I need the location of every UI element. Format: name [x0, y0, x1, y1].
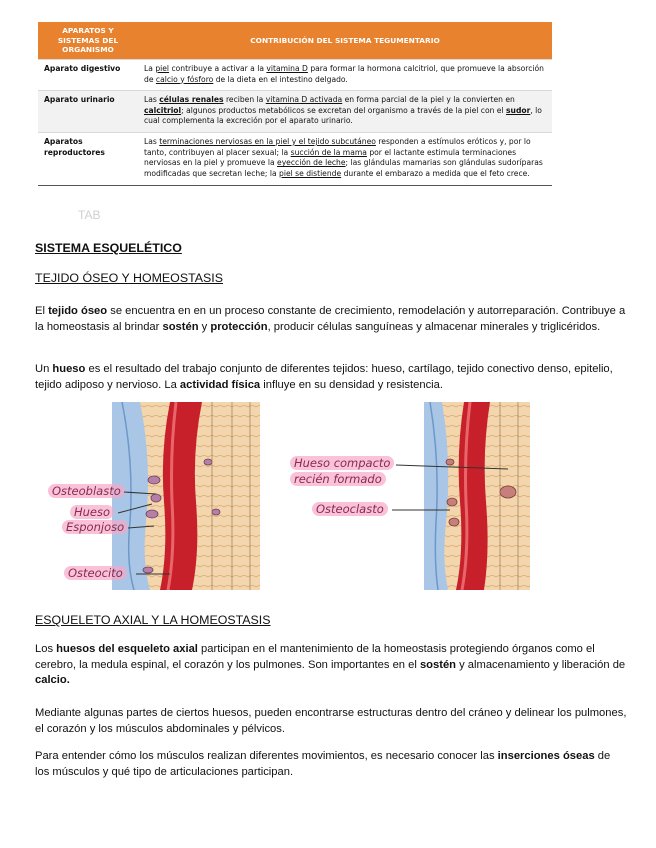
table-cell-organ: Aparatos reproductores — [38, 133, 138, 186]
subheading-axial-skeleton: ESQUELETO AXIAL Y LA HOMEOSTASIS — [35, 613, 271, 627]
label-compact-bone-2: recién formado — [290, 472, 386, 486]
label-spongy-bone-1: Hueso — [70, 505, 114, 519]
table-cell-organ: Aparato digestivo — [38, 59, 138, 90]
table-header-contribution: CONTRIBUCIÓN DEL SISTEMA TEGUMENTARIO — [138, 22, 552, 59]
faded-stamp-text: TAB — [78, 208, 101, 222]
paragraph-muscle-insertions: Para entender cómo los músculos realizan diferentes movimientos, es necesario conocer las inserciones óseas de los músculos y qué tipo de articulaciones participan. — [35, 750, 611, 778]
subheading-bone-tissue: TEJIDO ÓSEO Y HOMEOSTASIS — [35, 271, 223, 285]
section-title: SISTEMA ESQUELÉTICO — [35, 241, 182, 255]
paragraph-bone-composition: Un hueso es el resultado del trabajo conjunto de diferentes tejidos: hueso, cartílago, tejido conectivo denso, epitelio, tejido adiposo y nervioso. La actividad física influye en su densidad y resistencia. — [35, 363, 613, 391]
label-spongy-bone-2: Esponjoso — [62, 520, 128, 534]
table-cell-contribution: La piel contribuye a activar a la vitamina D para formar la hormona calcitriol, que promueve la absorción de calcio y fósforo de la dieta en el intestino delgado. — [138, 59, 552, 90]
table-cell-contribution: Las células renales reciben la vitamina D activada en forma parcial de la piel y la convierten en calcitriol; algunos productos metabólicos se excretan del organismo a través de la piel con el sudor, lo cual complementa la excreción por el aparato urinario. — [138, 91, 552, 133]
table-cell-contribution: Las terminaciones nerviosas en la piel y el tejido subcutáneo responden a estímulos eróticos y, por lo tanto, contribuyen al placer sexual; la succión de la mama por el lactante estimula terminaciones nerviosas en la piel y promueve la eyección de leche; las glándulas mamarias son glándulas sudoríparas modificadas que secretan leche; la piel se distiende durante el embarazo a medida que el feto crece. — [138, 133, 552, 186]
paragraph-bone-structures: Mediante algunas partes de ciertos huesos, pueden encontrarse estructuras dentro del cráneo y delinear los pulmones, el corazón y los músculos abdominales y pélvicos. — [35, 707, 627, 735]
label-osteoclast: Osteoclasto — [312, 502, 388, 516]
label-compact-bone-1: Hueso compacto — [290, 456, 394, 470]
table-header-organs: APARATOS Y SISTEMAS DEL ORGANISMO — [38, 22, 138, 59]
table-cell-organ: Aparato urinario — [38, 91, 138, 133]
paragraph-axial-skeleton: Los huesos del esqueleto axial participan en el mantenimiento de la homeostasis protegiendo órganos como el cerebro, la medula espinal, el corazón y los pulmones. Son importantes en el sostén y almacenamiento y liberación de calcio. — [35, 643, 626, 687]
label-osteocyte: Osteocito — [64, 566, 127, 580]
label-osteoblast: Osteoblasto — [48, 484, 125, 498]
paragraph-bone-tissue: El tejido óseo se encuentra en en un proceso constante de crecimiento, remodelación y autorreparación. Contribuye a la homeostasis al brindar sostén y protección, producir células sanguíneas y almacenar minerales y triglicéridos. — [35, 305, 626, 333]
